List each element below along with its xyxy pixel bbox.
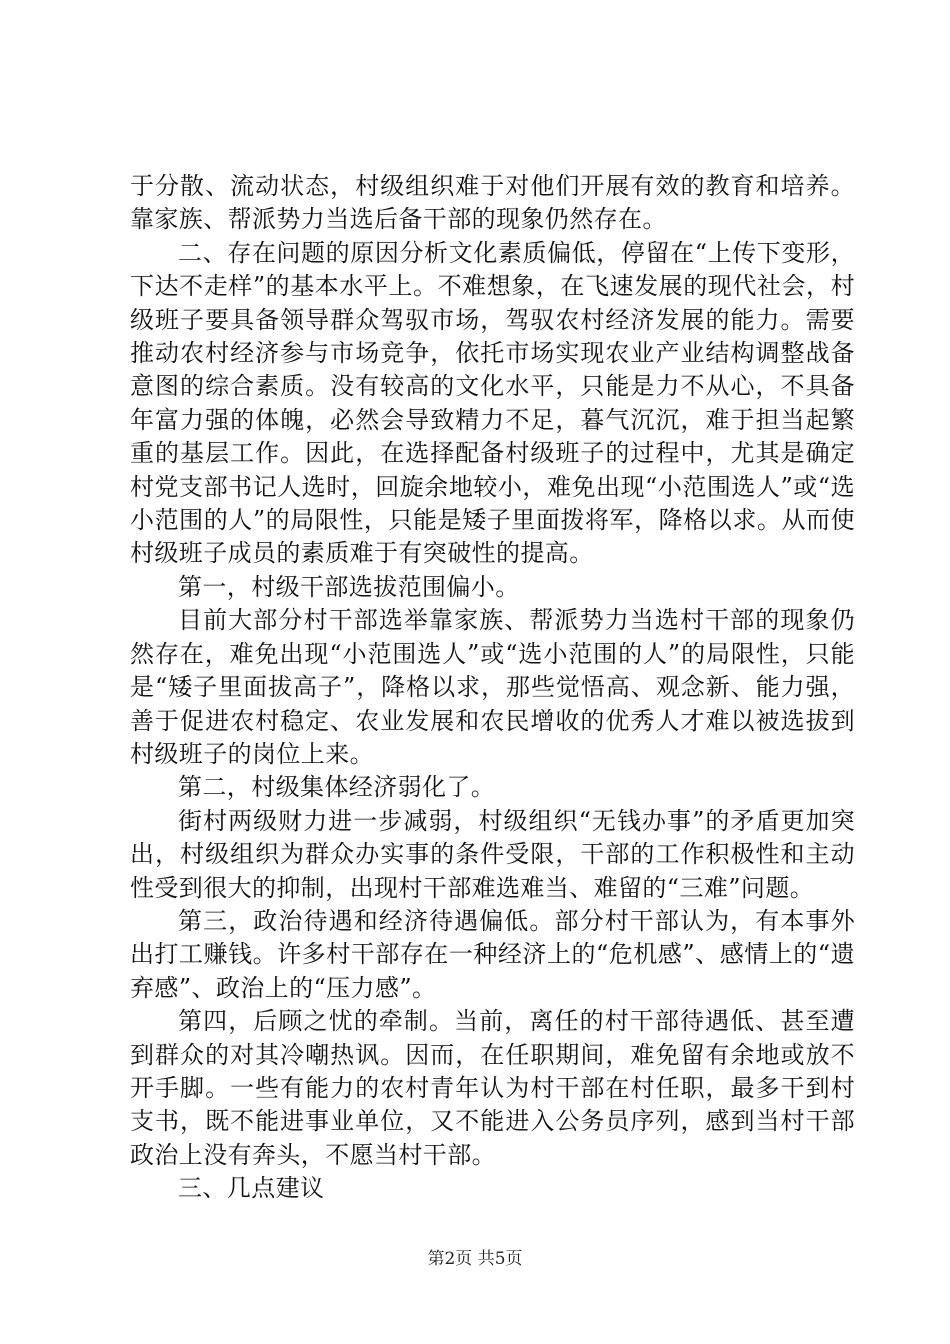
paragraph: 于分散、流动状态，村级组织难于对他们开展有效的教育和培养。靠家族、帮派势力当选后备干部的现象仍然存在。 [130,172,855,234]
paragraph: 第四，后顾之忧的牵制。当前，离任的村干部待遇低、甚至遭到群众的对其冷嘲热讽。因而，在任职期间，难免留有余地或放不开手脚。一些有能力的农村青年认为村干部在村任职，最多干到村支书，既不能进事业单位，又不能进入公务员序列，感到当村干部政治上没有奔头，不愿当村干部。 [130,1007,855,1169]
paragraph: 目前大部分村干部选举靠家族、帮派势力当选村干部的现象仍然存在，难免出现“小范围选人”或“选小范围的人”的局限性，只能是“矮子里面拔高子”，降格以求，那些觉悟高、观念新、能力强，善于促进农村稳定、农业发展和农民增收的优秀人才难以被选拔到村级班子的岗位上来。 [130,606,855,768]
subheading-2: 第二，村级集体经济弱化了。 [178,773,496,802]
paragraph: 街村两级财力进一步减弱，村级组织“无钱办事”的矛盾更加突出，村级组织为群众办实事的条件受限，干部的工作积极性和主动性受到很大的抑制，出现村干部难选难当、难留的“三难”问题。 [130,806,855,902]
page-number: 第2页 共5页 [427,1249,523,1269]
subheading-1: 第一，村级干部选拔范围偏小。 [178,572,520,601]
document-body [130,170,855,1206]
paragraph: 第三，政治待遇和经济待遇偏低。部分村干部认为，有本事外出打工赚钱。许多村干部存在一种经济上的“危机感”、感情上的“遗弃感”、政治上的“压力感”。 [130,906,855,1002]
section-heading-paragraph: 二、存在问题的原因分析文化素质偏低，停留在“上传下变形，下达不走样”的基本水平上。不难想象，在飞速发展的现代社会，村级班子要具备领导群众驾驭市场，驾驭农村经济发展的能力。需要推动农村经济参与市场竞争，依托市场实现农业产业结构调整战备意图的综合素质。没有较高的文化水平，只能是力不从心，不具备年富力强的体魄，必然会导致精力不足，暮气沉沉，难于担当起繁重的基层工作。因此，在选择配备村级班子的过程中，尤其是确定村党支部书记人选时，回旋余地较小，难免出现“小范围选人”或“选小范围的人”的局限性，只能是矮子里面拨将军，降格以求。从而使村级班子成员的素质难于有突破性的提高。 [130,238,855,568]
section-heading: 三、几点建议 [178,1174,325,1203]
